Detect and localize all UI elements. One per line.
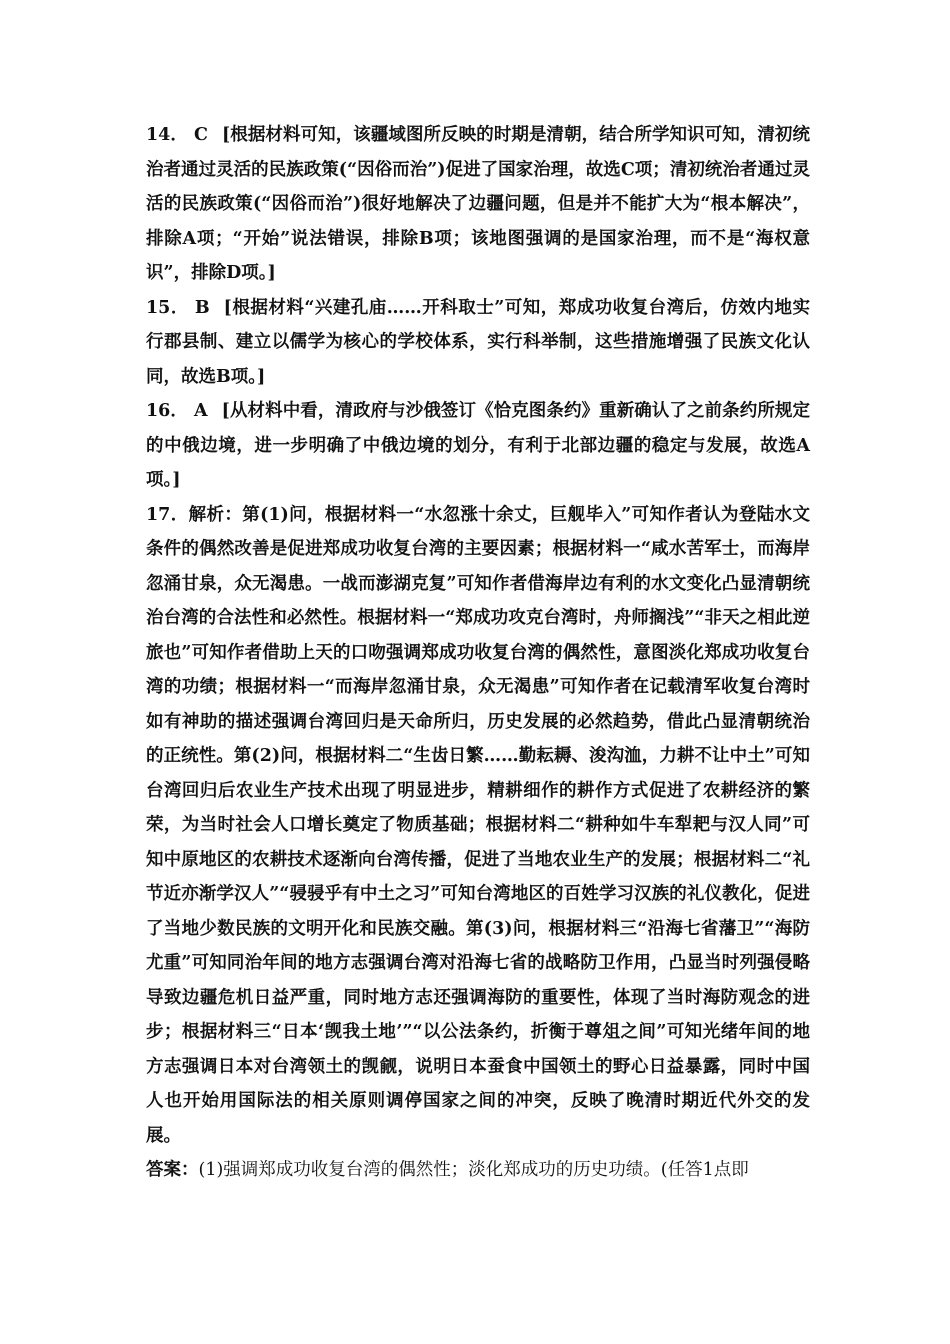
question-number: 14． (146, 125, 188, 145)
question-number: 15． (146, 297, 189, 318)
question-number: 16． (146, 401, 189, 421)
question-number: 17． (146, 504, 189, 525)
question-15-explanation (146, 291, 810, 395)
explanation-text: [根据材料“兴建孔庙……开科取士”可知，郑成功收复台湾后，仿效内地实行郡县制、建立以儒学为核心的学校体系，实行科举制，这些措施增强了民族文化认同，故选B项。] (146, 297, 810, 387)
answer-letter: C (194, 125, 208, 145)
document-body (146, 118, 810, 1188)
answer-label: 答案： (146, 1160, 199, 1180)
question-16-explanation (146, 394, 810, 498)
analysis-label: 解析： (188, 504, 243, 525)
explanation-text: [根据材料可知，该疆域图所反映的时期是清朝，结合所学知识可知，清初统治者通过灵活的民族政策(“因俗而治”)促进了国家治理，故选C项；清初统治者通过灵活的民族政策(“因俗而治”)很好地解决了边疆问题，但是并不能扩大为“根本解决”，排除A项；“开始”说法错误，排除B项；该地图强调的是国家治理，而不是“海权意识”，排除D项。] (146, 125, 810, 283)
question-17-analysis (146, 498, 810, 1154)
answer-letter: A (194, 401, 208, 421)
answer-letter: B (194, 297, 210, 318)
question-17-answer (146, 1153, 810, 1188)
question-14-explanation (146, 118, 810, 291)
answer-text: (1)强调郑成功收复台湾的偶然性；淡化郑成功的历史功绩。(任答1点即 (198, 1160, 749, 1180)
explanation-text: [从材料中看，清政府与沙俄签订《恰克图条约》重新确认了之前条约所规定的中俄边境，进一步明确了中俄边境的划分，有利于北部边疆的稳定与发展，故选A项。] (146, 401, 810, 490)
analysis-text: 第(1)问，根据材料一“水忽涨十余丈，巨舰毕入”可知作者认为登陆水文条件的偶然改善是促进郑成功收复台湾的主要因素；根据材料一“咸水苦军士，而海岸忽涌甘泉，众无渴患。一战而澎湖克复”可知作者借海岸边有利的水文变化凸显清朝统治台湾的合法性和必然性。根据材料一“郑成功攻克台湾时，舟师搁浅”“非天之相此逆旅也”可知作者借助上天的口吻强调郑成功收复台湾的偶然性，意图淡化郑成功收复台湾的功绩；根据材料一“而海岸忽涌甘泉，众无渴患”可知作者在记载清军收复台湾时如有神助的描述强调台湾回归是天命所归，历史发展的必然趋势，借此凸显清朝统治的正统性。第(2)问，根据材料二“生齿日繁……勤耘耨、浚沟洫，力耕不让中土”可知台湾回归后农业生产技术出现了明显进步，精耕细作的耕作方式促进了农耕经济的繁荣，为当时社会人口增长奠定了物质基础；根据材料二“耕种如牛车犁耙与汉人同”可知中原地区的农耕技术逐渐向台湾传播，促进了当地农业生产的发展；根据材料二“礼节近亦渐学汉人”“骎骎乎有中土之习”可知台湾地区的百姓学习汉族的礼仪教化，促进了当地少数民族的文明开化和民族交融。第(3)问，根据材料三“沿海七省藩卫”“海防尤重”可知同治年间的地方志强调台湾对沿海七省的战略防卫作用，凸显当时列强侵略导致边疆危机日益严重，同时地方志还强调海防的重要性，体现了当时海防观念的进步；根据材料三“日本‘觊我土地’”“以公法条约，折衡于尊俎之间”可知光绪年间的地方志强调日本对台湾领土的觊觎，说明日本蚕食中国领土的野心日益暴露，同时中国人也开始用国际法的相关原则调停国家之间的冲突，反映了晚清时期近代外交的发展。 (146, 504, 810, 1146)
